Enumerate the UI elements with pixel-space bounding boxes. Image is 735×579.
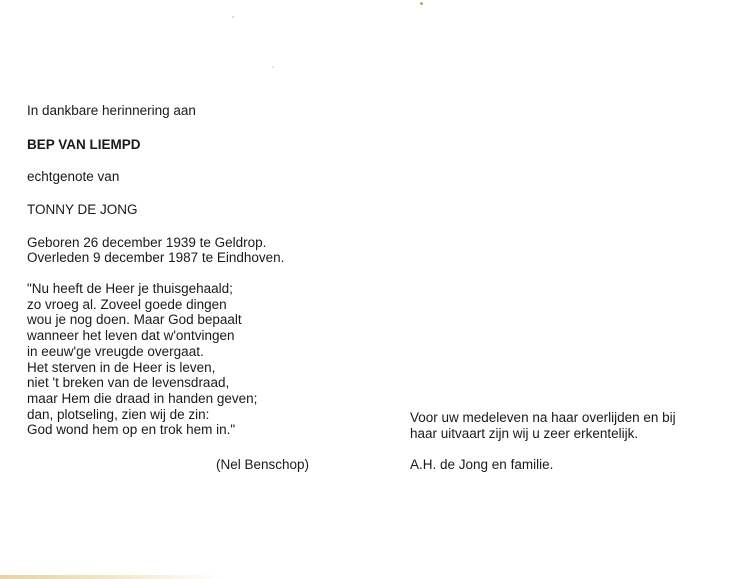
poem-line: God wond hem op en trok hem in." — [27, 422, 236, 438]
poem-line: wanneer het leven dat w'ontvingen — [27, 328, 235, 344]
paper-speck — [232, 16, 234, 18]
spouse-name: TONNY DE JONG — [27, 202, 138, 217]
poem-line: zo vroeg al. Zoveel goede dingen — [27, 296, 227, 312]
paper-speck — [420, 2, 423, 5]
paper-speck — [272, 66, 274, 68]
poem-author: (Nel Benschop) — [216, 457, 310, 472]
poem-line: wou je nog doen. Maar God bepaalt — [27, 312, 242, 328]
intro-text: In dankbare herinnering aan — [27, 103, 196, 118]
death-date: Overleden 9 december 1987 te Eindhoven. — [27, 250, 285, 265]
relation-text: echtgenote van — [27, 169, 120, 184]
poem-line: dan, plotseling, zien wij de zin: — [27, 406, 210, 422]
poem-line: maar Hem die draad in handen geven; — [27, 390, 258, 406]
birth-date: Geboren 26 december 1939 te Geldrop. — [27, 235, 267, 250]
poem-line: in eeuw'ge vreugde overgaat. — [27, 343, 204, 359]
poem-line: "Nu heeft de Heer je thuisgehaald; — [27, 281, 233, 296]
poem-line: Het sterven in de Heer is leven, — [27, 359, 216, 375]
deceased-name: BEP VAN LIEMPD — [27, 137, 141, 152]
thanks-line: Voor uw medeleven na haar overlijden en bij — [410, 410, 676, 425]
thanks-line: haar uitvaart zijn wij u zeer erkentelijk. — [410, 425, 639, 441]
paper-bottom-edge — [0, 575, 735, 579]
family-signature: A.H. de Jong en familie. — [410, 457, 554, 472]
poem-line: niet 't breken van de levensdraad, — [27, 375, 230, 391]
